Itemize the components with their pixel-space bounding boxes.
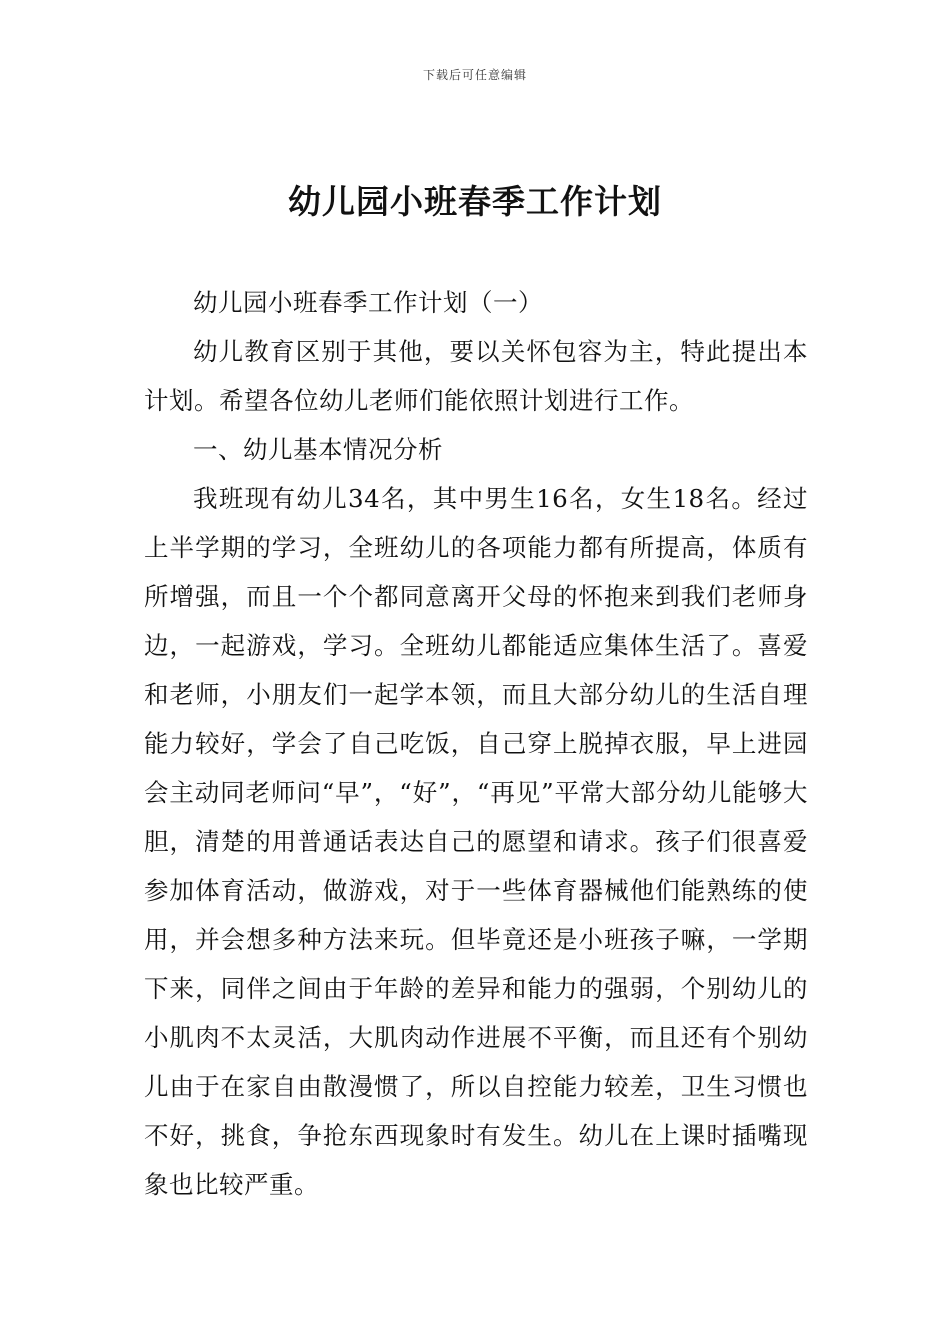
section-paragraph: 我班现有幼儿34名，其中男生16名，女生18名。经过上半学期的学习，全班幼儿的各项能力都有所提高，体质有所增强，而且一个个都同意离开父母的怀抱来到我们老师身边，一起游戏，学习。全班幼儿都能适应集体生活了。喜爱和老师，小朋友们一起学本领，而且大部分幼儿的生活自理能力较好，学会了自己吃饭，自己穿上脱掉衣服，早上进园会主动同老师问“早”，“好”，“再见”平常大部分幼儿能够大胆，清楚的用普通话表达自己的愿望和请求。孩子们很喜爱参加体育活动，做游戏，对于一些体育器械他们能熟练的使用，并会想多种方法来玩。但毕竟还是小班孩子嘛，一学期下来，同伴之间由于年龄的差异和能力的强弱，个别幼儿的小肌肉不太灵活，大肌肉动作进展不平衡，而且还有个别幼儿由于在家自由散漫惯了，所以自控能力较差，卫生习惯也不好，挑食，争抢东西现象时有发生。幼儿在上课时插嘴现象也比较严重。	[144, 484, 808, 1199]
document-body	[144, 278, 808, 1209]
document-title: 幼儿园小班春季工作计划	[288, 182, 662, 221]
document-subtitle: 幼儿园小班春季工作计划（一）	[193, 288, 543, 317]
section-heading: 一、幼儿基本情况分析	[193, 435, 443, 464]
header-note: 下载后可任意编辑	[422, 68, 527, 82]
intro-paragraph: 幼儿教育区别于其他，要以关怀包容为主，特此提出本计划。希望各位幼儿老师们能依照计划进行工作。	[144, 337, 808, 415]
